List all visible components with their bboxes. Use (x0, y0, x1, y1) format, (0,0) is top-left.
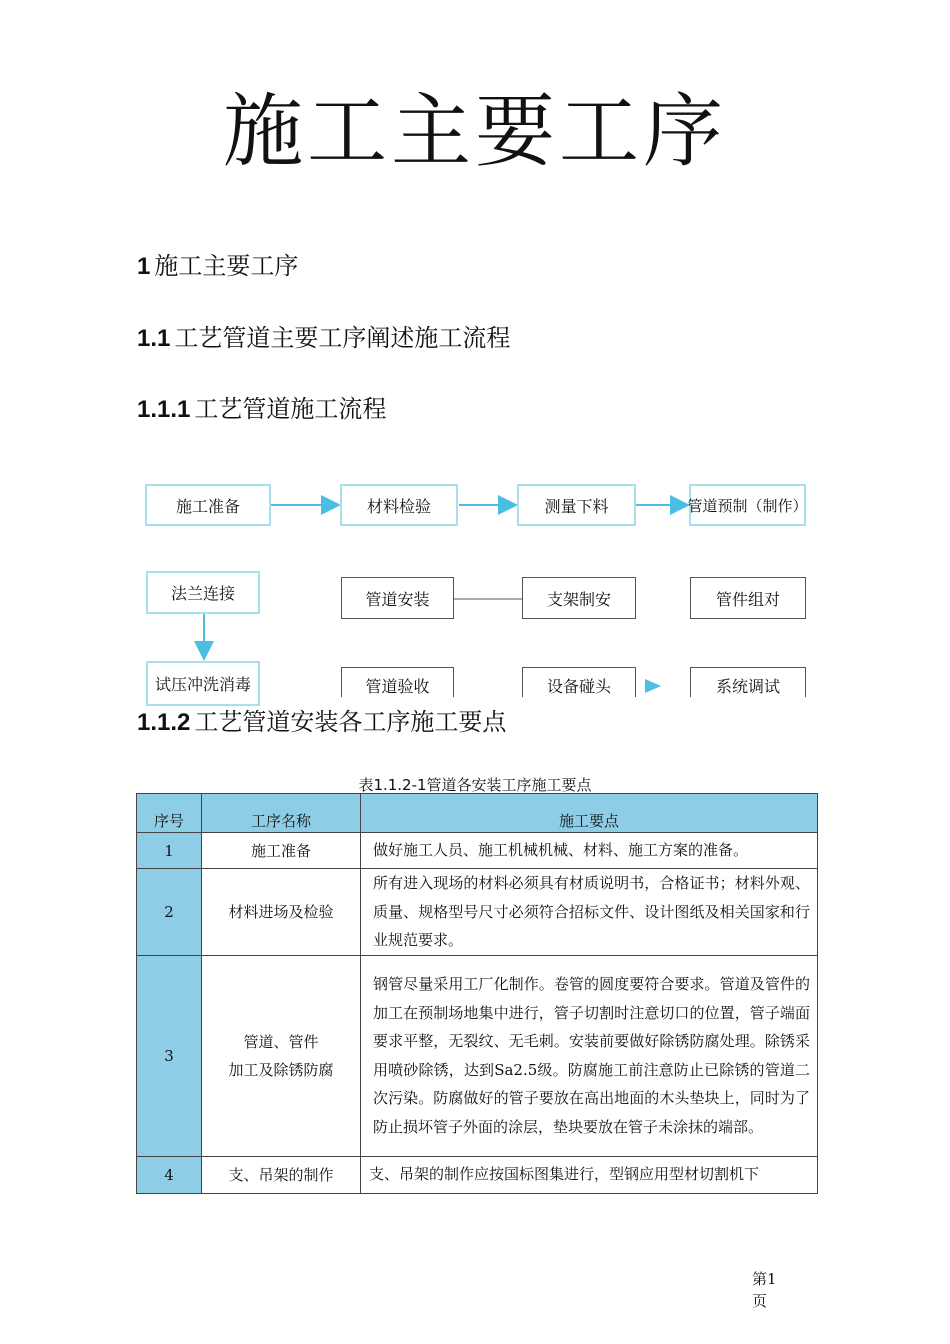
flow-step-guandao-yuzhi: 管道预制（制作） (689, 484, 806, 526)
row-description: 钢管尽量采用工厂化制作。卷管的圆度要符合要求。管道及管件的加工在预制场地集中进行，管子切割时注意切口的位置，管子端面要求平整，无裂纹、无毛刺。安装前要做好除锈防腐处理。除锈采用喷砂除锈，达到Sa2.5级。防腐施工前注意防止已除锈的管道二次污染。防腐做好的管子要放在高出地面的木头垫块上，同时为了防止损坏管子外面的涂层，垫块要放在管子未涂抹的端部。 (361, 955, 818, 1156)
table-row (137, 869, 818, 956)
flow-step-guandao-anzhuang: 管道安装 (341, 577, 454, 619)
table-row (137, 833, 818, 869)
process-table (136, 793, 818, 1194)
heading-number: 1.1.1 (137, 396, 191, 423)
row-description: 做好施工人员、施工机械机械、材料、施工方案的准备。 (361, 833, 818, 869)
flow-step-falan-lianjie: 法兰连接 (146, 571, 260, 614)
flow-step-guandao-yanshou: 管道验收 (341, 667, 454, 697)
row-name: 施工准备 (202, 833, 361, 869)
table-row (137, 955, 818, 1156)
row-number: 1 (137, 833, 202, 869)
row-name: 支、吊架的制作 (202, 1156, 361, 1193)
flow-step-guanjian-zudui: 管件组对 (690, 577, 806, 619)
page-number-line: 页 (752, 1292, 768, 1310)
row-number: 3 (137, 955, 202, 1156)
row-description: 所有进入现场的材料必须具有材质说明书，合格证书；材料外观、质量、规格型号尺寸必须符合招标文件、设计图纸及相关国家和行业规范要求。 (361, 869, 818, 956)
header-cell: 序号 (137, 794, 202, 833)
table-caption: 表1.1.2-1管道各安装工序施工要点 (358, 776, 592, 794)
flow-step-cailiao-jianyan: 材料检验 (340, 484, 458, 526)
row-description: 支、吊架的制作应按国标图集进行，型钢应用型材切割机下 (361, 1156, 818, 1193)
heading-number: 1 (137, 253, 151, 280)
flow-step-xitong-tiaoshi: 系统调试 (690, 667, 806, 697)
heading-number: 1.1.2 (137, 709, 191, 736)
heading-text: 工艺管道主要工序阐述施工流程 (174, 324, 511, 352)
heading-1-1-2 (137, 706, 506, 739)
heading-text: 工艺管道施工流程 (194, 395, 387, 423)
flow-step-shigong-zhunbei: 施工准备 (145, 484, 271, 526)
heading-text: 施工主要工序 (154, 252, 299, 280)
row-number: 4 (137, 1156, 202, 1193)
row-number: 2 (137, 869, 202, 956)
header-cell: 工序名称 (202, 794, 361, 833)
row-name: 管道、管件 加工及除锈防腐 (202, 955, 361, 1156)
header-cell: 施工要点 (361, 794, 818, 833)
page-title: 施工主要工序 (223, 85, 727, 178)
heading-number: 1.1 (137, 325, 171, 352)
page-number-line: 第1 (752, 1270, 777, 1288)
heading-text: 工艺管道安装各工序施工要点 (194, 708, 507, 736)
flow-step-shiya-chongxi: 试压冲洗消毒 (146, 661, 260, 706)
page-number (752, 1268, 777, 1312)
flow-step-celiang-xialiao: 测量下料 (517, 484, 636, 526)
flow-step-zhijia-zhian: 支架制安 (522, 577, 636, 619)
table-row (137, 1156, 818, 1193)
flow-step-shebei-pengtou: 设备碰头 (522, 667, 636, 697)
arrow-right (645, 679, 661, 693)
row-name: 材料进场及检验 (202, 869, 361, 956)
table-header-row (137, 794, 818, 833)
